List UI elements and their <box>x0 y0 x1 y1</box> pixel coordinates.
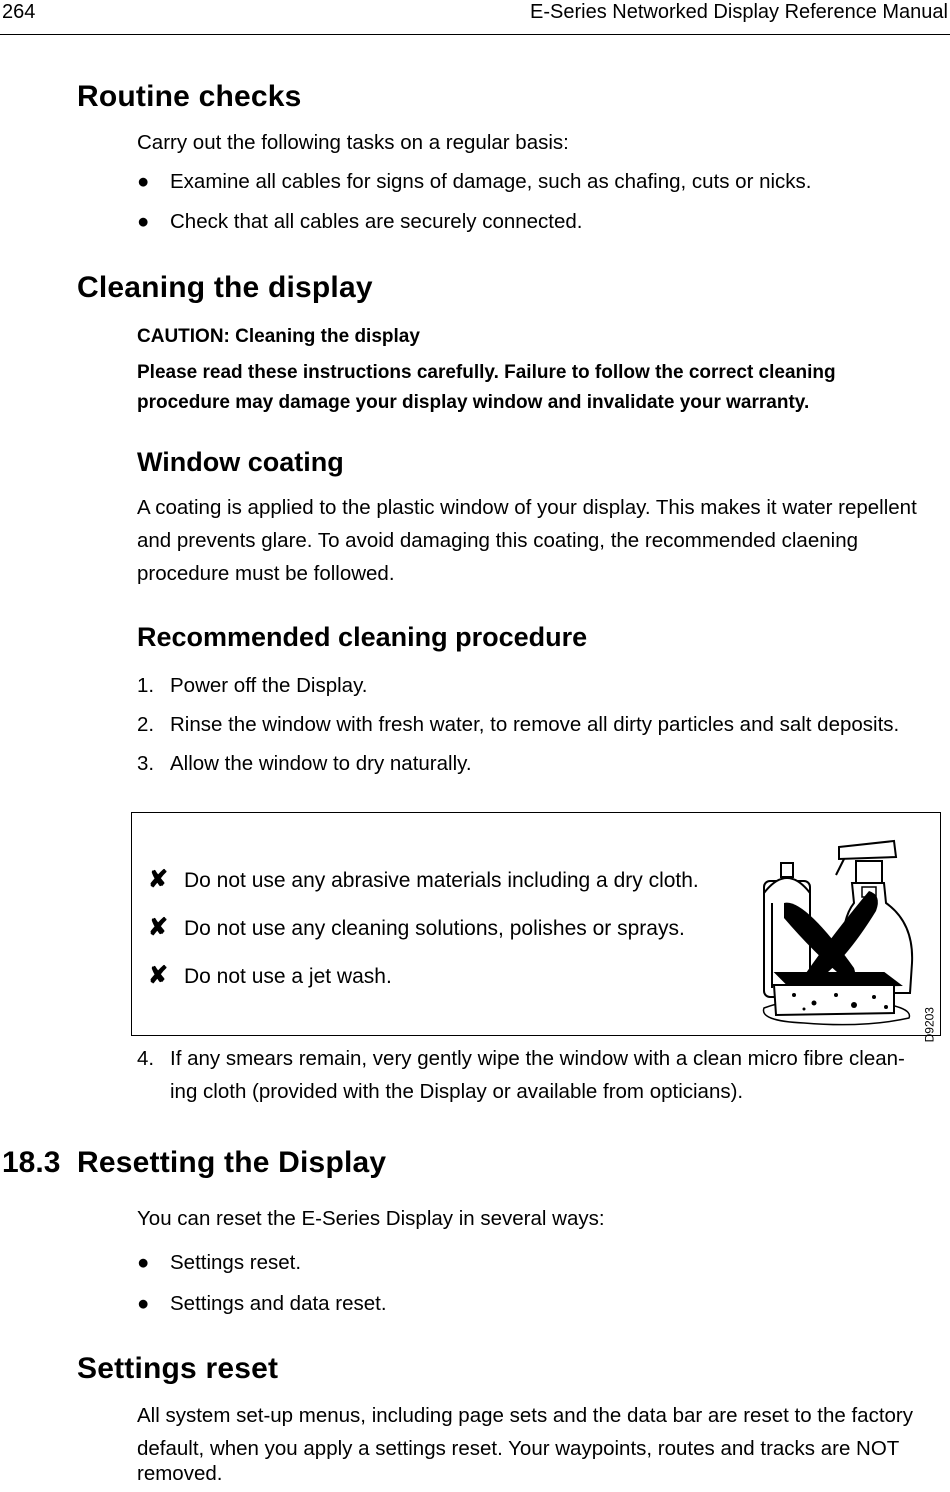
warning-text: Do not use any cleaning solutions, polishes or sprays. <box>184 917 685 940</box>
warning-row <box>148 865 699 894</box>
cross-icon: ✘ <box>148 962 169 989</box>
resetting-intro: You can reset the E-Series Display in several ways: <box>137 1207 605 1230</box>
list-item: 2. Rinse the window with fresh water, to remove all dirty particles and salt deposits. <box>137 713 900 736</box>
sponge-icon <box>774 973 900 1015</box>
warning-row <box>148 913 685 942</box>
caution-line-1: Please read these instructions carefully. Failure to follow the correct cleaning <box>137 362 836 383</box>
window-coating-line-2: and prevents glare. To avoid damaging this coating, the recommended claening <box>137 529 858 552</box>
caution-title: CAUTION: Cleaning the display <box>137 326 420 347</box>
step-4-line-2: ing cloth (provided with the Display or available from opticians). <box>170 1080 744 1103</box>
cross-icon: ✘ <box>148 866 169 893</box>
procedure-steps <box>137 674 899 791</box>
settings-reset-line-2: default, when you apply a settings reset. Your waypoints, routes and tracks are NOT <box>137 1437 900 1460</box>
list-item: ● Settings reset. <box>137 1251 302 1274</box>
cleaning-heading: Cleaning the display <box>77 271 373 304</box>
list-item: 1. Power off the Display. <box>137 674 368 697</box>
list-item: 3. Allow the window to dry naturally. <box>137 752 472 775</box>
routine-list <box>137 170 812 250</box>
section-number: 18.3 <box>2 1146 61 1179</box>
cross-icon: ✘ <box>148 914 169 941</box>
window-coating-heading: Window coating <box>137 447 344 477</box>
step-4-line-1: If any smears remain, very gently wipe the window with a clean micro fibre clean- <box>170 1047 905 1070</box>
warning-text: Do not use a jet wash. <box>184 965 392 988</box>
warning-row <box>148 961 392 990</box>
window-coating-line-1: A coating is applied to the plastic window of your display. This makes it water repellent <box>137 496 917 519</box>
page-number: 264 <box>2 1 36 23</box>
settings-reset-line-1: All system set-up menus, including page sets and the data bar are reset to the factory <box>137 1404 914 1427</box>
cleaning-products-illustration <box>744 823 924 1028</box>
cleaning-warnings-figure <box>131 812 941 1043</box>
resetting-heading: Resetting the Display <box>77 1146 387 1179</box>
procedure-heading: Recommended cleaning procedure <box>137 622 588 652</box>
step-4-number: 4. <box>137 1047 155 1070</box>
settings-reset-line-3: removed. <box>137 1462 223 1485</box>
routine-checks-heading: Routine checks <box>77 80 302 113</box>
manual-title: E-Series Networked Display Reference Manual <box>530 1 948 23</box>
warning-text: Do not use any abrasive materials including a dry cloth. <box>184 869 699 892</box>
caution-line-2: procedure may damage your display window and invalidate your warranty. <box>137 392 810 413</box>
page-header <box>0 0 950 35</box>
figure-code: D9203 <box>922 1007 936 1043</box>
list-item: ● Settings and data reset. <box>137 1292 387 1315</box>
settings-reset-heading: Settings reset <box>77 1352 279 1385</box>
routine-intro: Carry out the following tasks on a regular basis: <box>137 131 569 154</box>
list-item: ● Examine all cables for signs of damage, such as chafing, cuts or nicks. <box>137 170 812 193</box>
list-item: ● Check that all cables are securely connected. <box>137 210 583 233</box>
window-coating-line-3: procedure must be followed. <box>137 562 395 585</box>
reset-options-list <box>137 1251 387 1333</box>
